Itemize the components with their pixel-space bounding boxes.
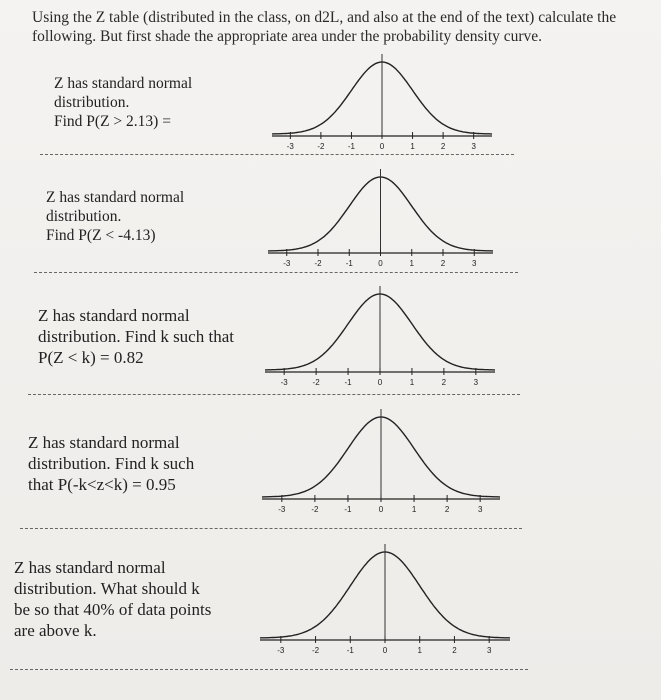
problem-4-line-3: that P(-k<z<k) = 0.95 — [28, 475, 176, 494]
problem-1-line-2: distribution. — [54, 94, 130, 111]
axis-tick-label: -3 — [286, 142, 294, 151]
normal-curve-5[interactable] — [250, 540, 520, 662]
divider-3 — [28, 394, 520, 395]
problem-5-line-1: Z has standard normal — [14, 558, 166, 577]
axis-tick-label: -2 — [312, 378, 320, 387]
axis-tick-label: 2 — [452, 646, 457, 655]
axis-tick-label: -1 — [346, 646, 354, 655]
instructions-text: Using the Z table (distributed in the class, on d2L, and also at the end of the text) calculate the following. But first shade the appropriate area under the probability density curve. — [32, 9, 617, 45]
problem-4-line-2: distribution. Find k such — [28, 454, 195, 473]
problem-5-line-4: are above k. — [14, 621, 97, 640]
problem-5-line-3: be so that 40% of data points — [14, 600, 212, 619]
divider-2 — [34, 272, 518, 273]
axis-tick-label: 0 — [377, 378, 383, 387]
axis-tick-label: -2 — [317, 142, 325, 151]
axis-tick-label: 1 — [409, 378, 415, 387]
problem-1 — [54, 74, 192, 131]
axis-tick-label: -3 — [278, 505, 286, 514]
problem-3-line-3: P(Z < k) = 0.82 — [38, 348, 144, 367]
normal-curve-3[interactable] — [255, 282, 505, 394]
problem-2 — [46, 188, 184, 245]
axis-tick-label: 3 — [471, 142, 476, 151]
axis-tick-label: -1 — [344, 378, 352, 387]
axis-tick-label: -1 — [344, 505, 352, 514]
axis-tick-label: 1 — [411, 505, 417, 514]
axis-tick-label: -1 — [347, 142, 356, 151]
problem-5-line-2: distribution. What should k — [14, 579, 200, 598]
normal-curve-2[interactable] — [258, 165, 503, 275]
axis-tick-label: 3 — [473, 378, 479, 387]
divider-4 — [20, 528, 522, 529]
problem-1-line-1: Z has standard normal — [54, 75, 193, 92]
problem-4 — [28, 432, 194, 495]
axis-tick-label: 0 — [378, 505, 384, 514]
axis-tick-label: 0 — [382, 646, 388, 655]
axis-tick-label: 2 — [440, 259, 446, 268]
axis-tick-label: 2 — [441, 378, 447, 387]
axis-tick-label: -2 — [311, 646, 320, 655]
axis-tick-label: 3 — [472, 259, 477, 268]
normal-curve-1[interactable] — [262, 50, 502, 158]
axis-tick-label: -1 — [345, 259, 353, 268]
axis-tick-label: -3 — [283, 259, 291, 268]
axis-tick-label: 2 — [440, 142, 446, 151]
axis-tick-label: 1 — [417, 646, 422, 655]
normal-curve-4[interactable] — [252, 405, 510, 521]
problem-1-line-3: Find P(Z > 2.13) = — [54, 113, 171, 130]
axis-tick-label: 3 — [477, 505, 483, 514]
problem-2-line-2: distribution. — [46, 208, 122, 225]
problem-2-line-3: Find P(Z < -4.13) — [46, 227, 156, 244]
axis-tick-label: 0 — [378, 259, 383, 268]
axis-tick-label: 3 — [486, 646, 492, 655]
problem-3 — [38, 305, 234, 368]
axis-tick-label: 1 — [410, 142, 415, 151]
axis-tick-label: 1 — [409, 259, 414, 268]
problem-3-line-2: distribution. Find k such that — [38, 327, 234, 346]
axis-tick-label: 0 — [379, 142, 385, 151]
axis-tick-label: 2 — [444, 505, 450, 514]
divider-1 — [40, 154, 514, 155]
problem-2-line-1: Z has standard normal — [46, 189, 185, 206]
problem-4-line-1: Z has standard normal — [28, 433, 180, 452]
problem-5 — [14, 557, 211, 641]
axis-tick-label: -2 — [314, 259, 322, 268]
axis-tick-label: -3 — [277, 646, 285, 655]
axis-tick-label: -3 — [280, 378, 288, 387]
axis-tick-label: -2 — [311, 505, 319, 514]
problem-3-line-1: Z has standard normal — [38, 306, 190, 325]
divider-5 — [10, 669, 528, 670]
